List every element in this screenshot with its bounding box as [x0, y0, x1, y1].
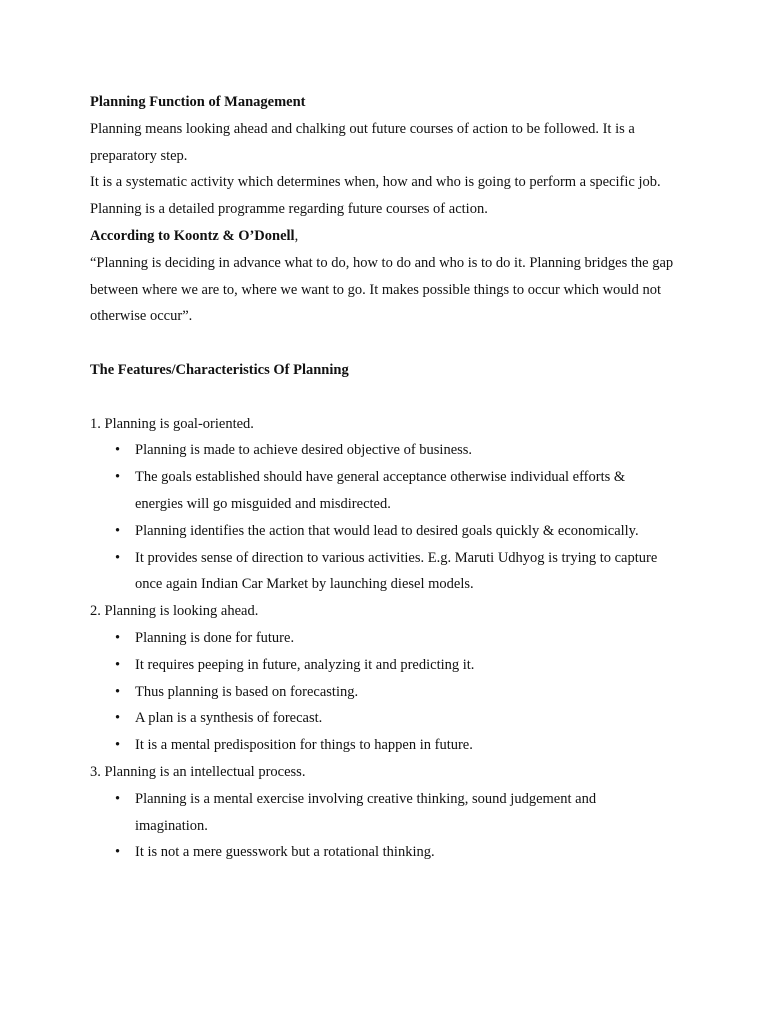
quote-author-suffix: ,: [294, 227, 299, 244]
intro-paragraph: Planning means looking ahead and chalking out future courses of action to be followed. It is a preparatory step.: [90, 120, 635, 164]
quote-text: “Planning is deciding in advance what to do, how to do and who is to do it. Planning bridges the gap between where we are to, where we want to go. It makes possible things to occur which would not otherwise occur”.: [90, 254, 674, 325]
feature-heading: 2. Planning is looking ahead.: [90, 603, 259, 620]
feature-bullets: [90, 437, 688, 598]
feature-heading: 3. Planning is an intellectual process.: [90, 763, 306, 780]
bullet-item: • The goals established should have general acceptance otherwise individual efforts & energies will go misguided and misdirected.: [135, 464, 688, 518]
feature-section: [90, 598, 688, 759]
bullet-item: • Planning is done for future.: [135, 625, 688, 652]
bullet-item: • Planning is made to achieve desired objective of business.: [135, 437, 688, 464]
quote-attribution: [90, 223, 688, 250]
document-title: Planning Function of Management: [90, 94, 306, 110]
bullet-item: • Thus planning is based on forecasting.: [135, 679, 688, 706]
feature-bullets: [90, 625, 688, 759]
feature-bullets: [90, 786, 688, 866]
quote-author: According to Koontz & O’Donell: [90, 227, 295, 244]
intro-paragraph: It is a systematic activity which determines when, how and who is going to perform a specific job.: [90, 174, 661, 191]
bullet-item: • Planning identifies the action that would lead to desired goals quickly & economically.: [135, 518, 688, 545]
bullet-item: • It provides sense of direction to various activities. E.g. Maruti Udhyog is trying to capture once again Indian Car Market by launching diesel models.: [135, 545, 688, 599]
feature-section: [90, 411, 688, 599]
feature-heading: 1. Planning is goal-oriented.: [90, 415, 254, 432]
feature-section: [90, 759, 688, 866]
bullet-item: • It is a mental predisposition for things to happen in future.: [135, 732, 688, 759]
intro-paragraph: Planning is a detailed programme regarding future courses of action.: [90, 201, 488, 218]
features-heading: The Features/Characteristics Of Planning: [90, 361, 349, 378]
bullet-item: • It requires peeping in future, analyzing it and predicting it.: [135, 652, 688, 679]
bullet-item: • It is not a mere guesswork but a rotational thinking.: [135, 839, 688, 866]
bullet-item: • Planning is a mental exercise involving creative thinking, sound judgement and imagination.: [135, 786, 688, 840]
bullet-item: • A plan is a synthesis of forecast.: [135, 705, 688, 732]
features-list: [90, 411, 688, 867]
